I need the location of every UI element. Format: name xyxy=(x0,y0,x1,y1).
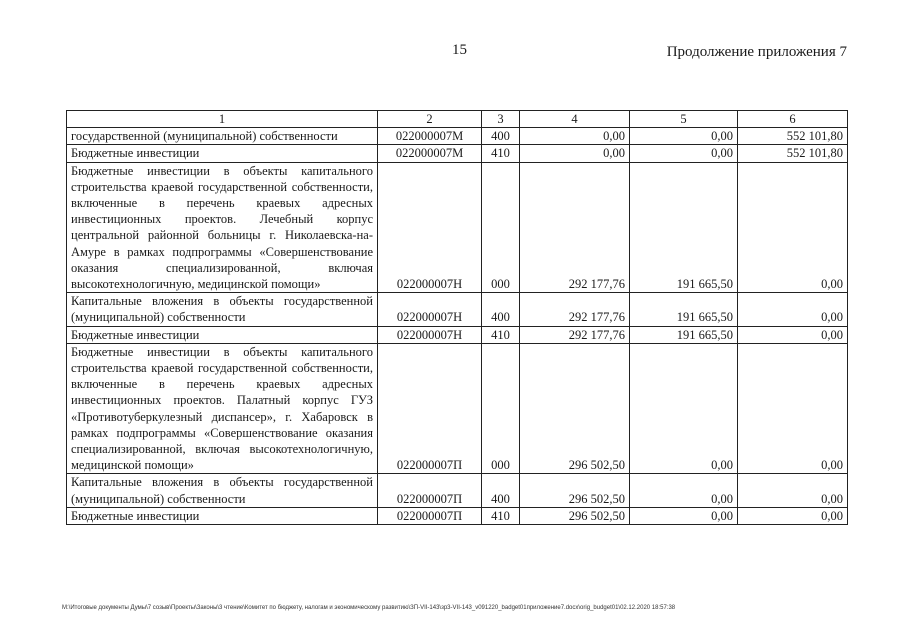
table-row xyxy=(67,326,848,343)
row-expense-kind: 400 xyxy=(482,474,520,507)
row-amount-1: 292 177,76 xyxy=(520,162,630,293)
page-number: 15 xyxy=(452,42,467,58)
column-header-6: 6 xyxy=(738,111,848,128)
row-description: Бюджетные инвестиции xyxy=(67,145,378,162)
row-amount-2: 191 665,50 xyxy=(630,162,738,293)
row-amount-1: 296 502,50 xyxy=(520,474,630,507)
row-description: Капитальные вложения в объекты государственной (муниципальной) собственности xyxy=(67,474,378,507)
row-description: Капитальные вложения в объекты государственной (муниципальной) собственности xyxy=(67,293,378,326)
row-description: Бюджетные инвестиции в объекты капитального строительства краевой государственной собственности, включенные в перечень краевых адресных инвестиционных проектов. Палатный корпус ГУЗ «Противотуберкулезный диспансер», г. Хабаровск в рамках подпрограммы «Совершенствование оказания специализированной, включая высокотехнологичную, медицинской помощи» xyxy=(67,343,378,474)
row-amount-3: 0,00 xyxy=(738,343,848,474)
row-amount-2: 0,00 xyxy=(630,128,738,145)
row-amount-2: 191 665,50 xyxy=(630,293,738,326)
table-row xyxy=(67,162,848,293)
row-amount-3: 552 101,80 xyxy=(738,128,848,145)
table-row xyxy=(67,293,848,326)
row-description: Бюджетные инвестиции в объекты капитального строительства краевой государственной собственности, включенные в перечень краевых адресных инвестиционных проектов. Лечебный корпус центральной районной больницы г. Николаевска-на-Амуре в рамках подпрограммы «Совершенствование оказания специализированной, включая высокотехнологичную, медицинской помощи» xyxy=(67,162,378,293)
row-amount-1: 296 502,50 xyxy=(520,507,630,524)
row-expense-kind: 410 xyxy=(482,326,520,343)
column-header-3: 3 xyxy=(482,111,520,128)
document-file-path: M:\Итоговые документы Думы\7 созыв\Проекты\Законы\3 чтение\Комитет по бюджету, налогам и экономическому развитию\ЗП-VII-143\зр3-VII-143_v091220_badget01приложение7.docx\orig_budget01\02.12.2020 18:57:38 xyxy=(62,605,676,611)
row-expense-kind: 000 xyxy=(482,162,520,293)
row-target-code: 022000007Н xyxy=(378,326,482,343)
row-target-code: 022000007П xyxy=(378,343,482,474)
row-amount-2: 0,00 xyxy=(630,343,738,474)
row-expense-kind: 400 xyxy=(482,293,520,326)
row-amount-2: 0,00 xyxy=(630,145,738,162)
table-row xyxy=(67,145,848,162)
row-amount-1: 292 177,76 xyxy=(520,326,630,343)
row-amount-3: 0,00 xyxy=(738,474,848,507)
table-row xyxy=(67,507,848,524)
row-description: Бюджетные инвестиции xyxy=(67,326,378,343)
row-target-code: 022000007Н xyxy=(378,162,482,293)
row-amount-2: 0,00 xyxy=(630,474,738,507)
row-amount-2: 191 665,50 xyxy=(630,326,738,343)
table-header-row xyxy=(67,111,848,128)
row-description: Бюджетные инвестиции xyxy=(67,507,378,524)
row-amount-2: 0,00 xyxy=(630,507,738,524)
column-header-2: 2 xyxy=(378,111,482,128)
row-expense-kind: 000 xyxy=(482,343,520,474)
row-description: государственной (муниципальной) собственности xyxy=(67,128,378,145)
table-row xyxy=(67,474,848,507)
row-amount-3: 0,00 xyxy=(738,507,848,524)
budget-table xyxy=(66,110,848,525)
row-amount-3: 552 101,80 xyxy=(738,145,848,162)
row-target-code: 022000007М xyxy=(378,145,482,162)
appendix-continuation-note: Продолжение приложения 7 xyxy=(666,44,847,60)
column-header-1: 1 xyxy=(67,111,378,128)
row-target-code: 022000007М xyxy=(378,128,482,145)
row-amount-1: 0,00 xyxy=(520,128,630,145)
row-amount-1: 0,00 xyxy=(520,145,630,162)
table-row xyxy=(67,343,848,474)
row-target-code: 022000007Н xyxy=(378,293,482,326)
row-expense-kind: 400 xyxy=(482,128,520,145)
column-header-4: 4 xyxy=(520,111,630,128)
row-amount-3: 0,00 xyxy=(738,162,848,293)
table-row xyxy=(67,128,848,145)
row-amount-3: 0,00 xyxy=(738,293,848,326)
row-expense-kind: 410 xyxy=(482,507,520,524)
row-target-code: 022000007П xyxy=(378,474,482,507)
column-header-5: 5 xyxy=(630,111,738,128)
row-expense-kind: 410 xyxy=(482,145,520,162)
row-amount-1: 296 502,50 xyxy=(520,343,630,474)
row-amount-1: 292 177,76 xyxy=(520,293,630,326)
row-amount-3: 0,00 xyxy=(738,326,848,343)
row-target-code: 022000007П xyxy=(378,507,482,524)
